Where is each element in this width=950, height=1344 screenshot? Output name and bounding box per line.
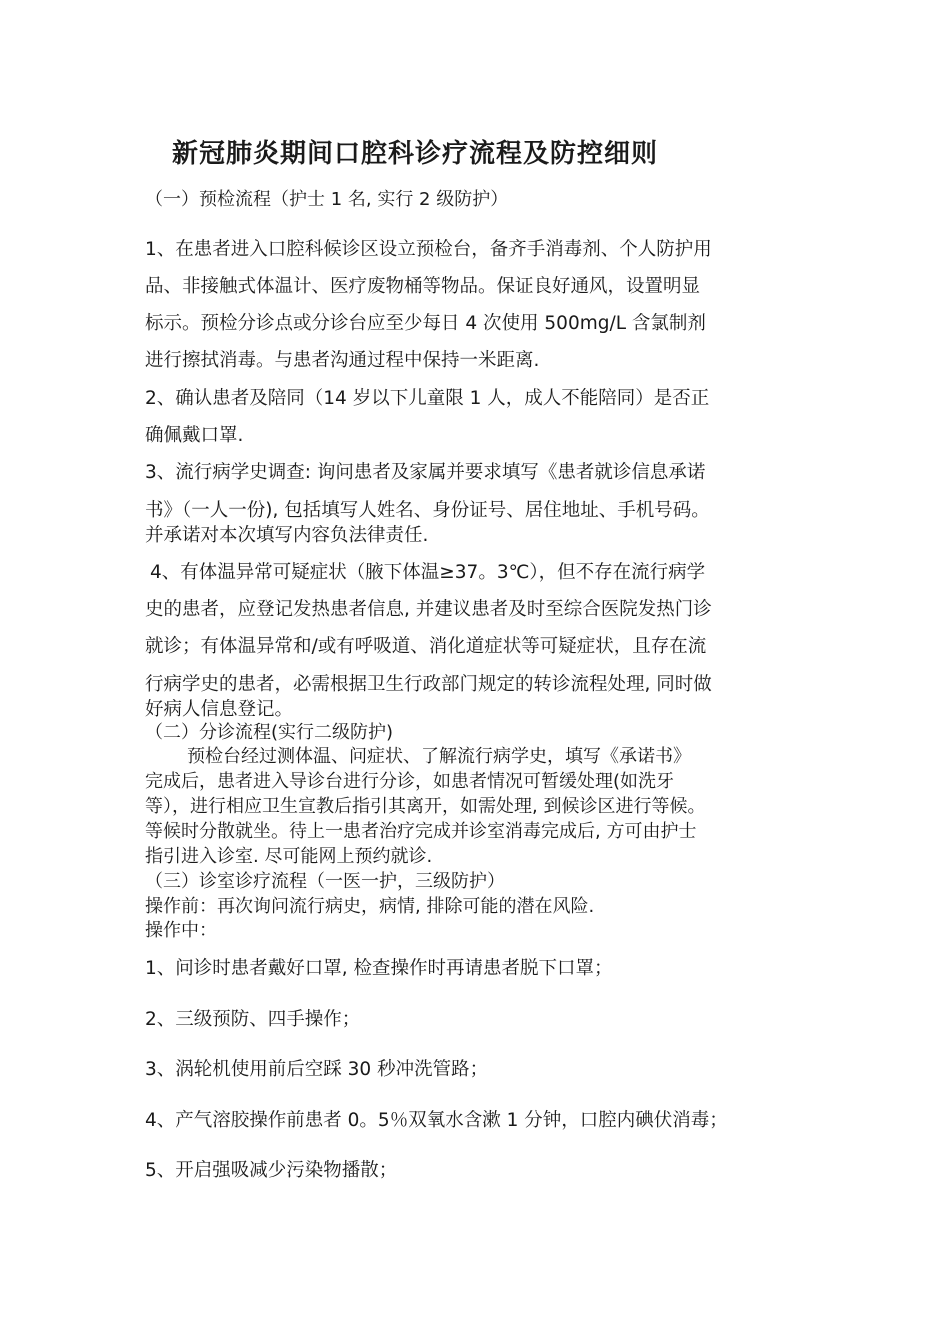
paragraph-line: 等候时分散就坐。待上一患者治疗完成并诊室消毒完成后, 方可由护士 [145,821,697,842]
paragraph-line: 完成后，患者进入导诊台进行分诊，如患者情况可暂缓处理(如洗牙 [145,771,675,792]
list-item: 4、产气溶胶操作前患者 0。5％双氧水含漱 1 分钟，口腔内碘伏消毒； [145,1110,728,1131]
section-3-heading: （三）诊室诊疗流程（一医一护，三级防护） [145,871,505,892]
paragraph-line: 史的患者，应登记发热患者信息, 并建议患者及时至综合医院发热门诊 [145,599,712,620]
paragraph-line: 指引进入诊室. 尽可能网上预约就诊. [145,846,433,867]
paragraph-line: 就诊；有体温异常和/或有呼吸道、消化道症状等可疑症状，且存在流 [145,636,707,657]
paragraph-line: 2、确认患者及陪同（14 岁以下儿童限 1 人，成人不能陪同）是否正 [145,388,710,409]
document-title: 新冠肺炎期间口腔科诊疗流程及防控细则 [172,139,659,169]
paragraph-line: 确佩戴口罩. [145,425,244,446]
paragraph-line: 操作前：再次询问流行病史，病情, 排除可能的潜在风险. [145,896,595,917]
paragraph-line: 品、非接触式体温计、医疗废物桶等物品。保证良好通风，设置明显 [145,276,701,297]
list-item: 2、三级预防、四手操作； [145,1009,361,1030]
paragraph-line: 等），进行相应卫生宣教后指引其离开，如需处理, 到候诊区进行等候。 [145,796,706,817]
paragraph-line: 进行擦拭消毒。与患者沟通过程中保持一米距离. [145,350,540,371]
list-item: 3、涡轮机使用前后空踩 30 秒冲洗管路； [145,1059,489,1080]
paragraph-line: 并承诺对本次填写内容负法律责任. [145,525,429,546]
list-item: 1、问诊时患者戴好口罩, 检查操作时再请患者脱下口罩； [145,958,613,979]
section-1-heading: （一）预检流程（护士 1 名, 实行 2 级防护） [145,189,509,210]
paragraph-line: 3、流行病学史调查: 询问患者及家属并要求填写《患者就诊信息承诺 [145,462,706,483]
paragraph-line: 4、有体温异常可疑症状（腋下体温≥37。3℃），但不存在流行病学 [150,562,706,583]
paragraph-line: 好病人信息登记。 [145,699,294,720]
paragraph-line: 操作中： [145,920,217,941]
paragraph-line: 书》（一人一份), 包括填写人姓名、身份证号、居住地址、手机号码。 [145,500,710,521]
paragraph-line: 标示。预检分诊点或分诊台应至少每日 4 次使用 500mg/L 含氯制剂 [145,313,706,334]
section-2-heading: （二）分诊流程(实行二级防护) [145,722,394,743]
paragraph-line: 1、在患者进入口腔科候诊区设立预检台，备齐手消毒剂、个人防护用 [145,239,712,260]
paragraph-line: 预检台经过测体温、问症状、了解流行病学史，填写《承诺书》 [187,746,691,767]
paragraph-line: 行病学史的患者，必需根据卫生行政部门规定的转诊流程处理, 同时做 [145,674,712,695]
list-item: 5、开启强吸减少污染物播散； [145,1160,398,1181]
